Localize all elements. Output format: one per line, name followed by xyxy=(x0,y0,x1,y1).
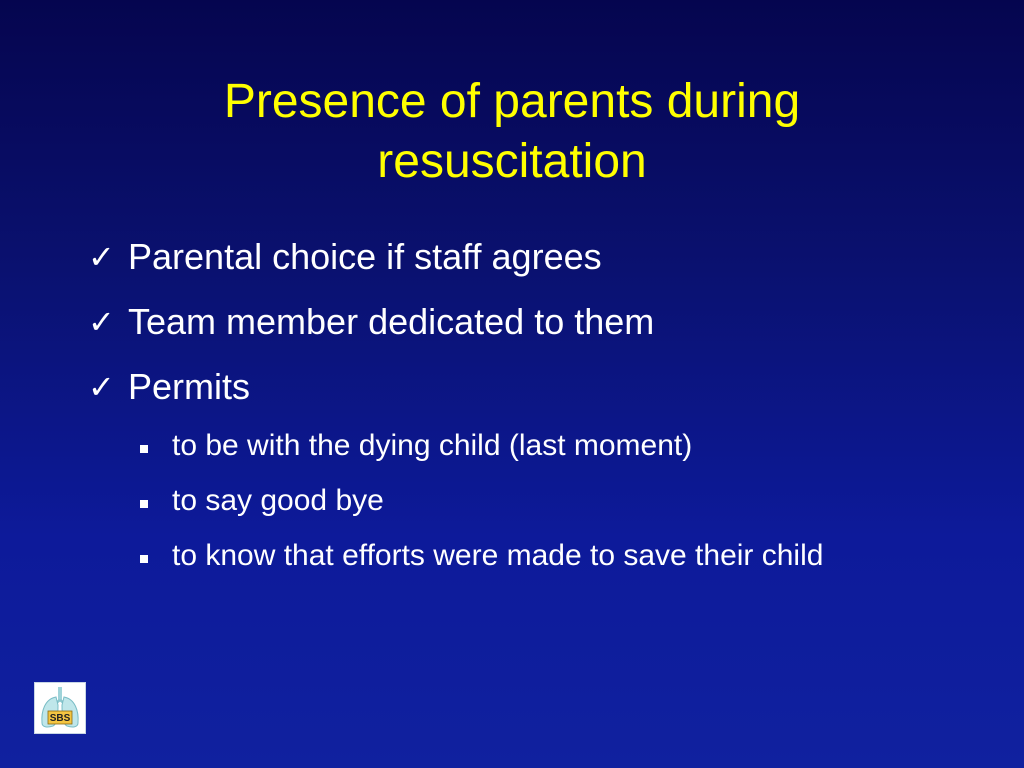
sub-bullet-item xyxy=(140,480,900,522)
lungs-logo-graphic xyxy=(35,683,85,733)
sub-bullet-text: to be with the dying child (last moment) xyxy=(172,429,693,462)
slide-title: Presence of parents during resuscitation xyxy=(223,75,801,188)
bullet-text: Team member dedicated to them xyxy=(128,301,655,342)
square-bullet-icon xyxy=(140,500,148,508)
bullet-list xyxy=(88,232,948,427)
square-bullet-icon xyxy=(140,445,148,453)
lungs-logo-icon xyxy=(34,682,86,734)
sub-bullet-item xyxy=(140,425,900,467)
bullet-item xyxy=(88,232,948,282)
bullet-item xyxy=(88,362,948,412)
bullet-text: Permits xyxy=(128,366,251,407)
check-icon: ✓ xyxy=(88,303,115,341)
bullet-text: Parental choice if staff agrees xyxy=(128,236,602,277)
bullet-item xyxy=(88,297,948,347)
logo-text: SBS xyxy=(49,713,71,724)
sub-bullet-text: to say good bye xyxy=(172,484,384,517)
square-bullet-icon xyxy=(140,555,148,563)
check-icon: ✓ xyxy=(88,238,115,276)
sub-bullet-list xyxy=(140,425,900,590)
sub-bullet-item xyxy=(140,535,900,577)
sub-bullet-text: to know that efforts were made to save their child xyxy=(172,539,824,572)
check-icon: ✓ xyxy=(88,368,115,406)
